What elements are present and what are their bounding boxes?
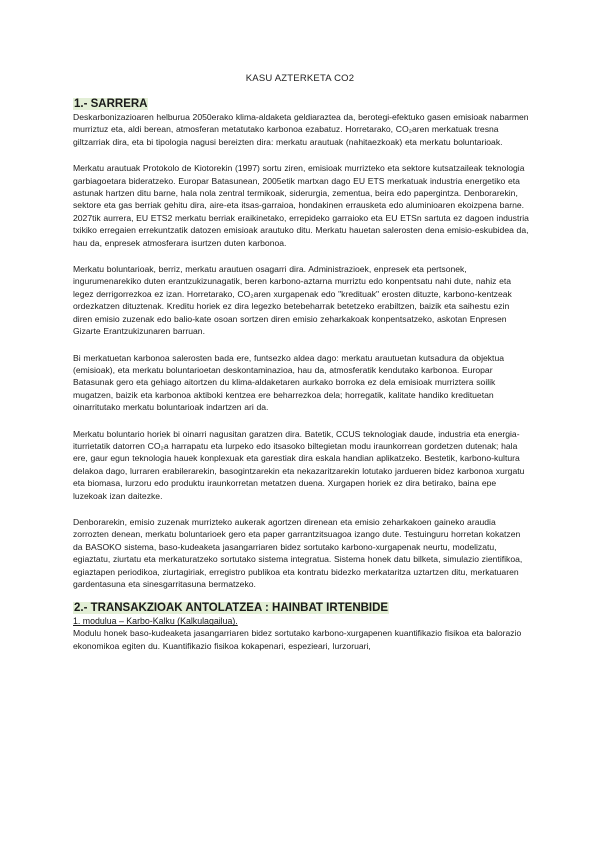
paragraph: Denborarekin, emisio zuzenak murrizteko aukerak agortzen direnean eta emisio zeharkakoen gaineko araudia zorrozten denean, merkatu boluntarioek gero eta paper garrantzitsuagoa izango dute. Testuinguru horretan kokatzen da BASOKO sistema, baso-kudeaketa jasangarriaren bidez sortutako karbono-xurgapenak neurtu, modelizatu, egiaztatu, ziurtatu eta merkaturatzeko sortutako sistema integratua. Sistema honek datu bilketa, simulazio zientifikoa, egiaztapen periodikoa, ziurtagiriak, erregistro publikoa eta kontratu bidezko merkataritza uztartzen ditu, merkatuaren gardentasuna eta sinesgarritasuna bermatzeko. bbox=[73, 516, 523, 589]
document-title: KASU AZTERKETA CO2 bbox=[245, 73, 355, 84]
section-heading-text: 1.- SARRERA bbox=[74, 98, 148, 110]
section-heading-text: 2.- TRANSAKZIOAK ANTOLATZEA : HAINBAT IRTENBIDE bbox=[74, 602, 389, 615]
paragraph: Deskarbonizazioaren helburua 2050erako klima-aldaketa geldiaraztea da, berotegi-efektuko gasen emisioak nabarmen murriztuz eta, aldi berean, atmosferan metatutako karbonoa ezabatuz. Horretarako, CO₂aren merkatuak tresna giltzarriak dira, eta bi tipologia nagusi bereizten dira: merkatu arautuak (nahitaezkoak) eta merkatu boluntarioak. bbox=[73, 112, 529, 147]
section-heading-transakzioak bbox=[73, 602, 529, 614]
paragraph: Bi merkatuetan karbonoa salerosten bada ere, funtsezko aldea dago: merkatu arautuetan kutsadura da objektua (emisioak), eta merkatu boluntarioetan deskontaminazioa, hau da, atmosferatik kendutako karbonoa. Europar Batasunak gero eta gehiago aitortzen du klima-aldaketaren aurkako borroka ez dela emisioak murriztera soilik mugatzen, baizik eta karbonoa aktiboki kentzea ere beharrezkoa dela; horregatik, kalitate handiko kredituetan oinarritutako merkatu boluntarioak indartzen ari da. bbox=[73, 352, 505, 413]
document-body bbox=[73, 98, 529, 666]
paragraph: Merkatu boluntario horiek bi oinarri nagusitan garatzen dira. Batetik, CCUS teknologiak daude, industria eta energia-iturrietatik datorren CO₂a harrapatu eta lurpeko edo itsasoko biltegietan modu iraunkorrean gordetzen dutenak; hala ere, gaur egun teknologia hauek konplexuak eta garestiak dira eskala handian aplikatzeko. Bestetik, karbono-kultura delakoa dago, lurraren erabilerarekin, basogintzarekin eta nekazaritzarekin lotutako jardueren bidez karbonoa xurgatu eta biomasa, lurzoru edo produktu iraunkorretan metatzen duena. Xurgapen horiek ez dira betirako, baina epe luzekoak izan daitezke. bbox=[73, 428, 525, 501]
paragraph: Merkatu arautuak Protokolo de Kiotorekin (1997) sortu ziren, emisioak murrizteko eta sektore kutsatzaileak teknologia garbiagoetara bideratzeko. Europar Batasunean, 2005etik martxan dago EU ETS merkatuak industria energetiko eta astunak hartzen ditu barne, hala nola zentral termikoak, siderurgia, zementua, beira edo papergintza. Denborarekin, sektore eta gas berriak gehitu dira, aire-eta itsas-garraioa, hondakinen errausketa edo aluminioaren ekoizpena barne. 2027tik aurrera, EU ETS2 merkatu berriak eraikinetako, errepideko garraioko eta EU ETSn sartuta ez dagoen industria txikiko erregaien errekuntzatik datozen emisioak arautuko ditu. Merkatu hauetan salerosten dena emisio-eskubidea da, hau da, enpresek atmosferara isurtzen duten karbonoa. bbox=[73, 163, 529, 248]
module-subheading: 1. modulua – Karbo-Kalku (Kalkulagailua). bbox=[73, 616, 238, 627]
section-heading-sarrera bbox=[73, 98, 529, 110]
paragraph: Modulu honek baso-kudeaketa jasangarriaren bidez sortutako karbono-xurgapenen kuantifikazio fisikoa eta balorazio ekonomikoa egiten du. Kuantifikazio fisikoa kokapenari, espezieari, lurzoruari, bbox=[73, 628, 522, 651]
paragraph: Merkatu boluntarioak, berriz, merkatu arautuen osagarri dira. Administrazioek, enpresek eta pertsonek, ingurumenarekiko duten erantzukizunagatik, beren karbono-aztarna murriztu edo konpentsatu nahi dute, nahiz eta legez derrigorrezkoa ez izan. Horretarako, CO₂aren xurgapenak edo "kredituak" erosten dituzte, karbono-kentzeak ordezkatzen dituztenak. Kreditu horiek ez dira legezko betebeharrak betetzeko erabiltzen, baizik eta saihestu ezin diren emisio zuzenak edo balio-kate osoan sortzen diren emisio zeharkakoak konpentsatzeko, askotan Enpresen Gizarte Erantzukizunaren barruan. bbox=[73, 264, 512, 337]
